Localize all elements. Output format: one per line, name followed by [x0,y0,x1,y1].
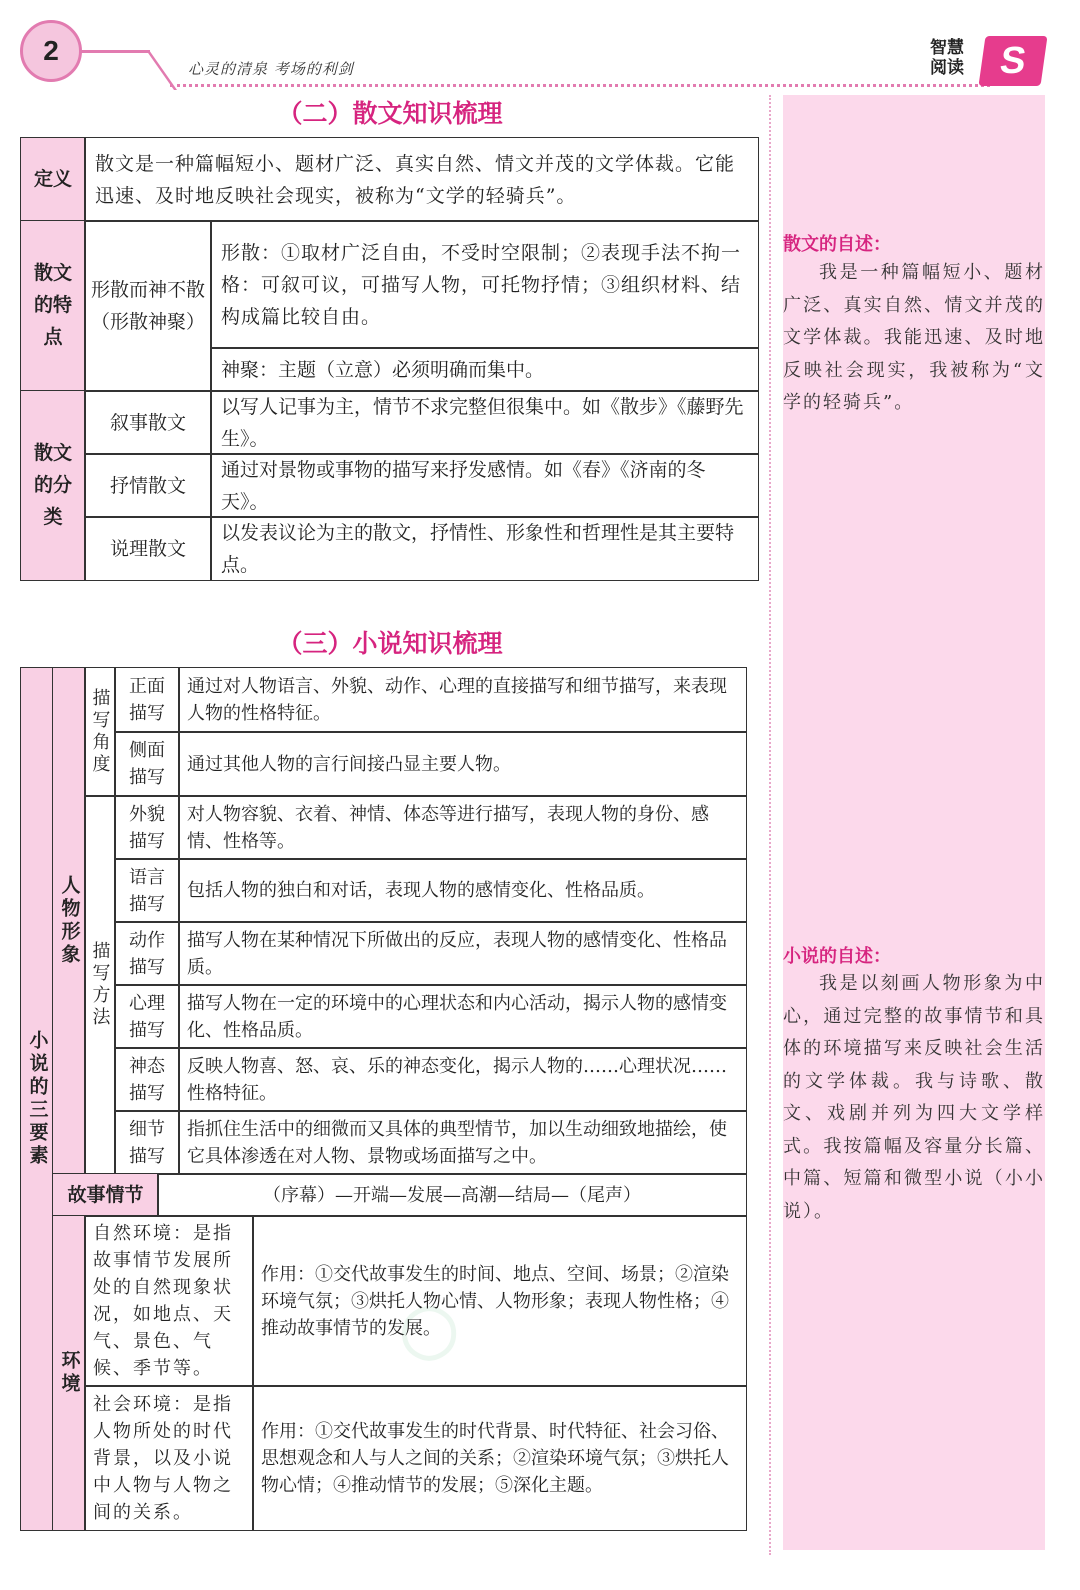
method-name: 外貌描写 [114,795,180,860]
type-name: 说理散文 [84,516,212,581]
watermark: ◯ [400,1301,459,1359]
definition-label: 定义 [20,137,86,222]
section-title-novel: （三）小说知识梳理 [277,630,503,658]
type-text: 以写人记事为主，情节不求完整但很集中。如《散步》《藤野先生》。 [210,390,759,455]
type-name: 抒情散文 [84,453,212,518]
method-text: 包括人物的独白和对话，表现人物的感情变化、性格品质。 [178,858,747,923]
type-text: 以发表议论为主的散文，抒情性、形象性和哲理性是其主要特点。 [210,516,759,581]
section-title-prose: （二）散文知识梳理 [277,100,503,128]
angle-name: 正面描写 [114,667,180,733]
environment-name: 社会环境：是指人物所处的时代背景，以及小说中人物与人物之间的关系。 [84,1385,254,1531]
type-text: 通过对景物或事物的描写来抒发感情。如《春》《济南的冬天》。 [210,453,759,518]
method-text: 描写人物在一定的环境中的心理状态和内心活动，揭示人物的感情变化、性格品质。 [178,984,747,1049]
method-name: 语言描写 [114,858,180,923]
angle-text: 通过对人物语言、外貌、动作、心理的直接描写和细节描写，来表现人物的性格特征。 [178,667,747,733]
features-item: 神聚：主题（立意）必须明确而集中。 [210,347,759,392]
method-name: 细节描写 [114,1110,180,1175]
environment-text: 作用：①交代故事发生的时代背景、时代特征、社会习俗、思想观念和人与人之间的关系；②渲染环境气氛；③烘托人物心情；④推动情节的发展；⑤深化主题。 [252,1385,747,1531]
column-divider [769,95,771,1555]
method-label: 描写方法 [84,795,116,1175]
features-label: 散文的特点 [20,220,86,392]
sidebar-novel-heading: 小说的自述： [783,946,891,966]
features-item: 形散：①取材广泛自由，不受时空限制；②表现手法不拘一格：可叙可议，可描写人物，可托物抒情；③组织材料、结构成篇比较自由。 [210,220,759,349]
features-name: 形散而神不散（形散神聚） [84,220,212,392]
environment-text: 作用：①交代故事发生的时间、地点、空间、场景；②渲染环境气氛；③烘托人物心情、人物形象；表现人物性格；④推动故事情节的发展。 [252,1215,747,1387]
method-text: 对人物容貌、衣着、神情、体态等进行描写，表现人物的身份、感情、性格等。 [178,795,747,860]
environment-name: 自然环境：是指故事情节发展所处的自然现象状况，如地点、天气、景色、气候、季节等。 [84,1215,254,1387]
plot-text: （序幕）—开端—发展—高潮—结局—（尾声） [157,1173,747,1217]
method-text: 反映人物喜、怒、哀、乐的神态变化，揭示人物的……心理状况……性格特征。 [178,1047,747,1112]
method-name: 神态描写 [114,1047,180,1112]
angle-name: 侧面描写 [114,731,180,797]
method-text: 描写人物在某种情况下所做出的反应，表现人物的感情变化、性格品质。 [178,921,747,986]
angle-label: 描写角度 [84,667,116,797]
page-number: 2 [20,20,82,82]
method-name: 心理描写 [114,984,180,1049]
definition-text: 散文是一种篇幅短小、题材广泛、真实自然、情文并茂的文学体裁。它能迅速、及时地反映社会现实，被称为“文学的轻骑兵”。 [84,137,759,222]
types-label: 散文的分类 [20,390,86,581]
plot-label: 故事情节 [52,1173,159,1217]
header-line [80,50,150,53]
header-motto: 心灵的清泉 考场的利剑 [188,60,354,78]
angle-text: 通过其他人物的言行间接凸显主要人物。 [178,731,747,797]
type-name: 叙事散文 [84,390,212,455]
three-elements-label: 小说的三要素 [20,667,54,1531]
sidebar-prose-heading: 散文的自述： [783,234,891,254]
method-text: 指抓住生活中的细微而又具体的典型情节，加以生动细致地描绘，使它具体渗透在对人物、景物或场面描写之中。 [178,1110,747,1175]
character-label: 人物形象 [52,667,86,1175]
method-name: 动作描写 [114,921,180,986]
brand-logo-icon: S [978,36,1047,86]
brand-text: 智慧阅读 [930,38,964,78]
sidebar-novel-text: 我是以刻画人物形象为中心，通过完整的故事情节和具体的环境描写来反映社会生活的文学体裁。我与诗歌、散文、戏剧并列为四大文学样式。我按篇幅及容量分长篇、中篇、短篇和微型小说（小小说）。 [783,973,1045,1222]
header-dotted-rule [170,84,990,87]
environment-label: 环境 [52,1215,86,1531]
sidebar-prose-text: 我是一种篇幅短小、题材广泛、真实自然、情文并茂的文学体裁。我能迅速、及时地反映社会现实，我被称为“文学的轻骑兵”。 [783,262,1045,413]
